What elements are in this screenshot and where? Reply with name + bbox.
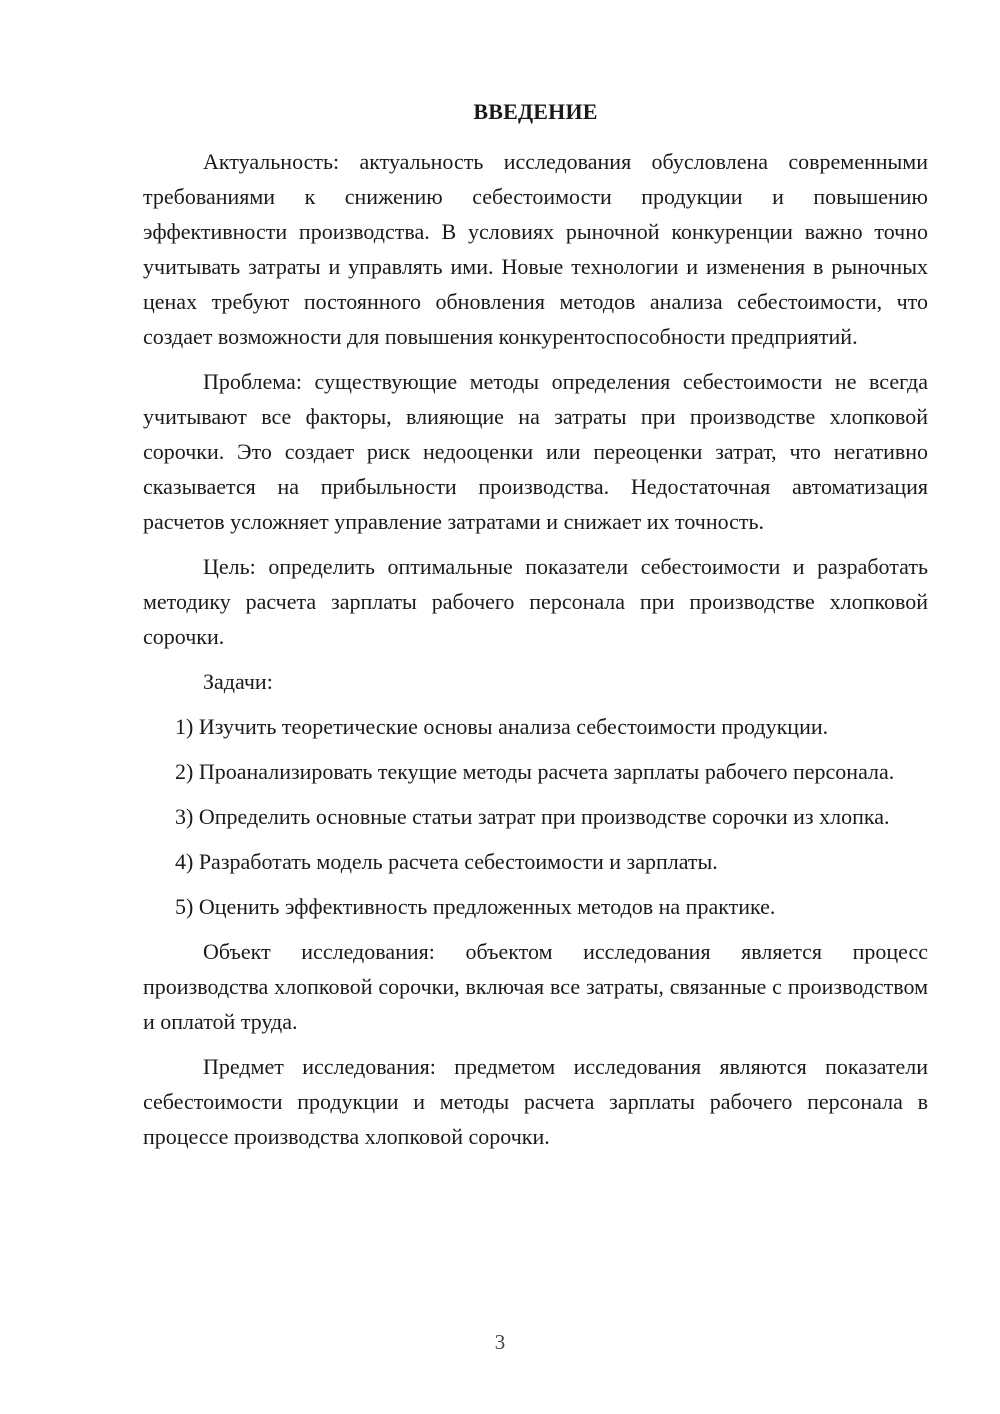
paragraph-problem: Проблема: существующие методы определения себестоимости не всегда учитывают все факторы, влияющие на затраты при производстве хлопковой сорочки. Это создает риск недооценки или переоценки затрат, что негативно сказывается на прибыльности производства. Недостаточная автоматизация расчетов усложняет управление затратами и снижает их точность. xyxy=(143,369,928,534)
page-title: ВВЕДЕНИЕ xyxy=(473,99,598,124)
page-number: 3 xyxy=(494,1330,506,1354)
document-page xyxy=(143,94,928,1164)
tasks-heading: Задачи: xyxy=(203,669,273,694)
task-item-3: 3) Определить основные статьи затрат при производстве сорочки из хлопка. xyxy=(175,804,890,829)
task-item-4: 4) Разработать модель расчета себестоимости и зарплаты. xyxy=(175,849,718,874)
paragraph-object: Объект исследования: объектом исследования является процесс производства хлопковой сорочки, включая все затраты, связанные с производством и оплатой труда. xyxy=(143,939,928,1034)
paragraph-goal: Цель: определить оптимальные показатели себестоимости и разработать методику расчета зарплаты рабочего персонала при производстве хлопковой сорочки. xyxy=(143,554,928,649)
task-item-2: 2) Проанализировать текущие методы расчета зарплаты рабочего персонала. xyxy=(175,759,895,784)
paragraph-relevance: Актуальность: актуальность исследования обусловлена современными требованиями к снижению себестоимости продукции и повышению эффективности производства. В условиях рыночной конкуренции важно точно учитывать затраты и управлять ими. Новые технологии и изменения в рыночных ценах требуют постоянного обновления методов анализа себестоимости, что создает возможности для повышения конкурентоспособности предприятий. xyxy=(143,149,928,349)
task-item-5: 5) Оценить эффективность предложенных методов на практике. xyxy=(175,894,776,919)
paragraph-subject: Предмет исследования: предметом исследования являются показатели себестоимости продукции и методы расчета зарплаты рабочего персонала в процессе производства хлопковой сорочки. xyxy=(143,1054,928,1149)
task-item-1: 1) Изучить теоретические основы анализа себестоимости продукции. xyxy=(175,714,829,739)
